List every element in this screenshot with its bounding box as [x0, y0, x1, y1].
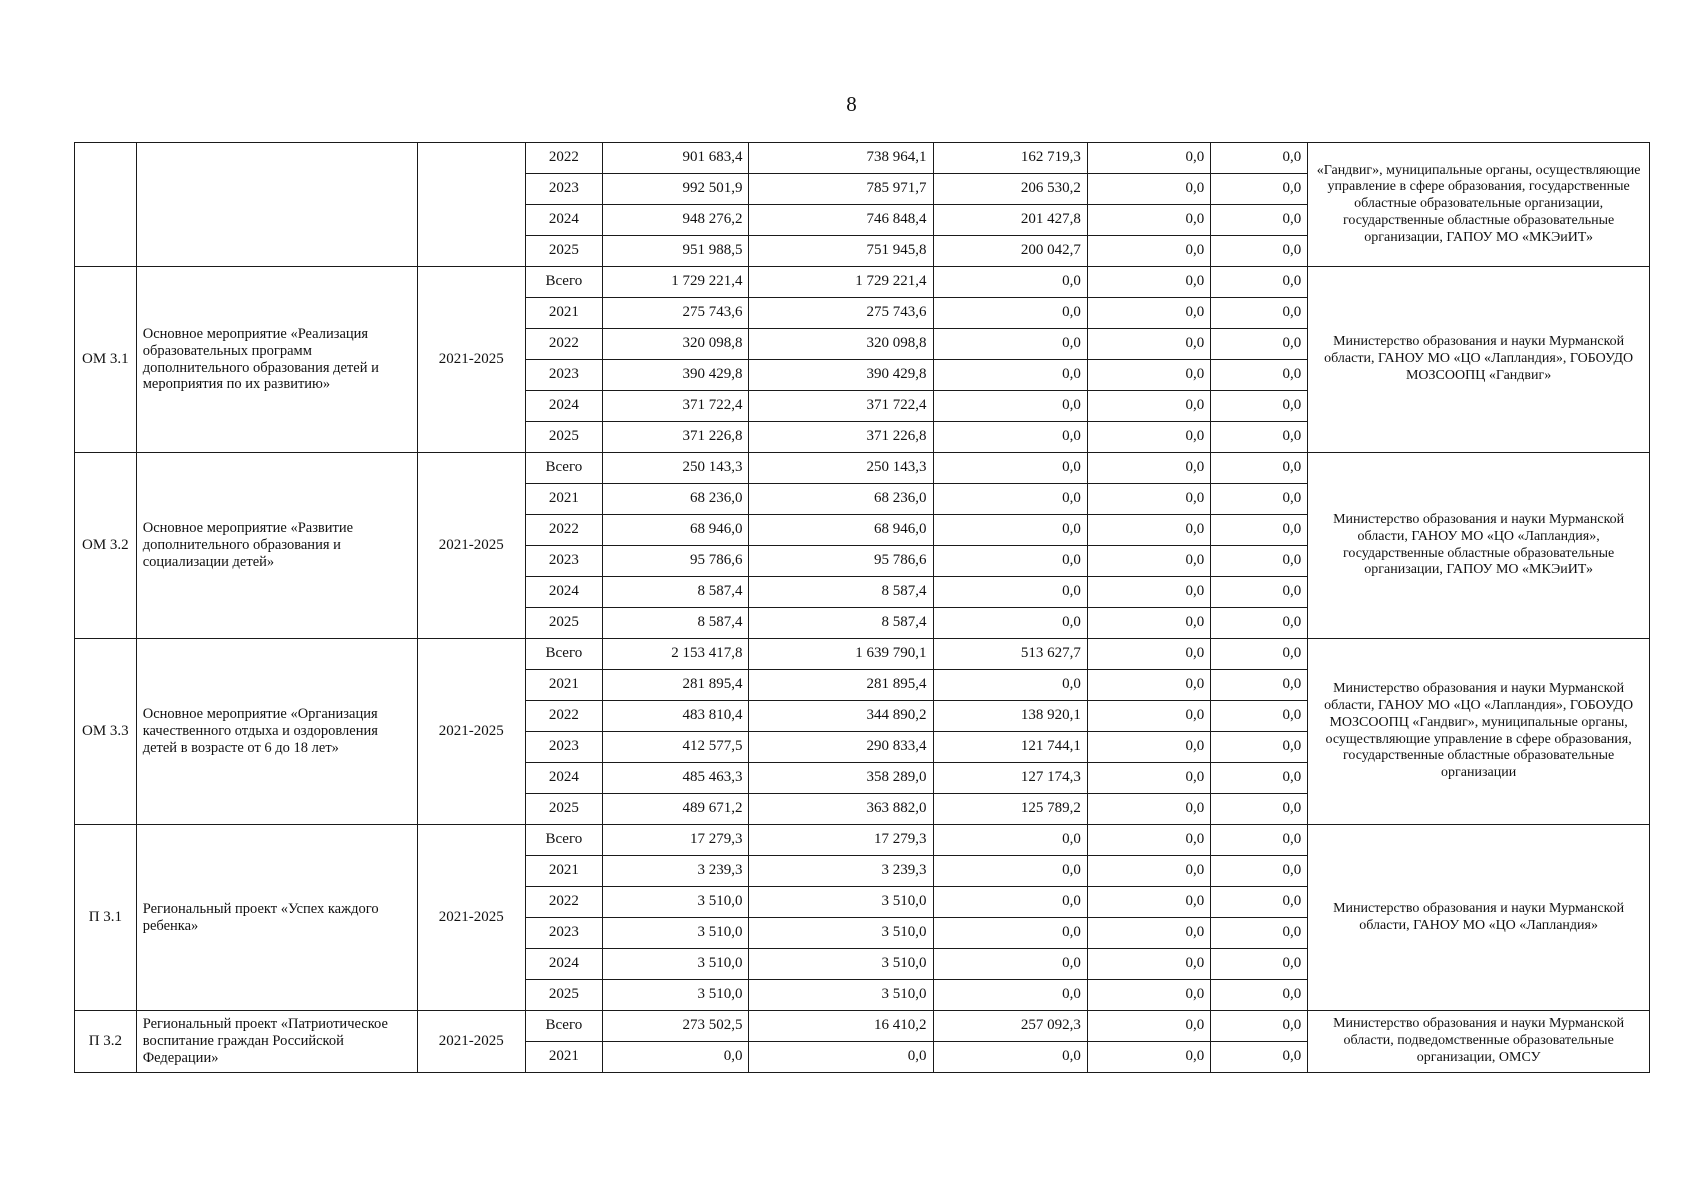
value-cell-v4: 0,0	[1087, 143, 1210, 174]
table-row	[75, 825, 1650, 856]
value-cell-v2: 363 882,0	[749, 794, 933, 825]
year-cell: 2022	[525, 143, 602, 174]
value-cell-v1: 17 279,3	[602, 825, 749, 856]
value-cell-v5: 0,0	[1211, 980, 1308, 1011]
activity-period: 2021-2025	[417, 453, 525, 639]
value-cell-v1: 2 153 417,8	[602, 639, 749, 670]
value-cell-v1: 951 988,5	[602, 236, 749, 267]
value-cell-v1: 390 429,8	[602, 360, 749, 391]
year-cell: 2021	[525, 298, 602, 329]
value-cell-v5: 0,0	[1211, 143, 1308, 174]
table-row	[75, 267, 1650, 298]
value-cell-v4: 0,0	[1087, 1011, 1210, 1042]
value-cell-v3: 0,0	[933, 329, 1087, 360]
value-cell-v2: 290 833,4	[749, 732, 933, 763]
value-cell-v3: 0,0	[933, 360, 1087, 391]
value-cell-v5: 0,0	[1211, 887, 1308, 918]
value-cell-v3: 121 744,1	[933, 732, 1087, 763]
value-cell-v5: 0,0	[1211, 391, 1308, 422]
value-cell-v4: 0,0	[1087, 701, 1210, 732]
value-cell-v1: 68 236,0	[602, 484, 749, 515]
year-cell: 2024	[525, 577, 602, 608]
year-cell: 2022	[525, 887, 602, 918]
table-row	[75, 639, 1650, 670]
value-cell-v3: 0,0	[933, 887, 1087, 918]
executor-cell: Министерство образования и науки Мурманской области, ГАНОУ МО «ЦО «Лапландия»	[1308, 825, 1650, 1011]
table-row	[75, 453, 1650, 484]
activity-code: П 3.2	[75, 1011, 137, 1073]
year-cell: 2025	[525, 608, 602, 639]
value-cell-v1: 273 502,5	[602, 1011, 749, 1042]
value-cell-v3: 0,0	[933, 918, 1087, 949]
value-cell-v4: 0,0	[1087, 205, 1210, 236]
value-cell-v3: 0,0	[933, 825, 1087, 856]
value-cell-v1: 3 510,0	[602, 980, 749, 1011]
budget-table	[74, 142, 1650, 1073]
value-cell-v1: 3 239,3	[602, 856, 749, 887]
value-cell-v2: 275 743,6	[749, 298, 933, 329]
value-cell-v3: 0,0	[933, 267, 1087, 298]
value-cell-v4: 0,0	[1087, 453, 1210, 484]
value-cell-v2: 390 429,8	[749, 360, 933, 391]
year-cell: 2022	[525, 329, 602, 360]
value-cell-v5: 0,0	[1211, 670, 1308, 701]
value-cell-v3: 257 092,3	[933, 1011, 1087, 1042]
value-cell-v2: 8 587,4	[749, 608, 933, 639]
year-cell: Всего	[525, 267, 602, 298]
value-cell-v2: 95 786,6	[749, 546, 933, 577]
year-cell: 2023	[525, 174, 602, 205]
value-cell-v5: 0,0	[1211, 949, 1308, 980]
value-cell-v4: 0,0	[1087, 329, 1210, 360]
executor-cell: «Гандвиг», муниципальные органы, осуществляющие управление в сфере образования, государственные областные образовательные организации, государственные областные образовательные организации, ГАПОУ МО «МКЭиИТ»	[1308, 143, 1650, 267]
value-cell-v3: 0,0	[933, 515, 1087, 546]
year-cell: Всего	[525, 1011, 602, 1042]
value-cell-v4: 0,0	[1087, 1042, 1210, 1073]
activity-code: П 3.1	[75, 825, 137, 1011]
value-cell-v2: 371 722,4	[749, 391, 933, 422]
value-cell-v3: 162 719,3	[933, 143, 1087, 174]
value-cell-v2: 281 895,4	[749, 670, 933, 701]
value-cell-v2: 344 890,2	[749, 701, 933, 732]
activity-name: Основное мероприятие «Организация качественного отдыха и оздоровления детей в возрасте от 6 до 18 лет»	[136, 639, 417, 825]
value-cell-v3: 206 530,2	[933, 174, 1087, 205]
value-cell-v1: 3 510,0	[602, 949, 749, 980]
value-cell-v5: 0,0	[1211, 732, 1308, 763]
value-cell-v2: 8 587,4	[749, 577, 933, 608]
value-cell-v5: 0,0	[1211, 608, 1308, 639]
value-cell-v2: 320 098,8	[749, 329, 933, 360]
value-cell-v2: 3 510,0	[749, 918, 933, 949]
year-cell: Всего	[525, 639, 602, 670]
value-cell-v4: 0,0	[1087, 360, 1210, 391]
value-cell-v3: 0,0	[933, 453, 1087, 484]
value-cell-v5: 0,0	[1211, 825, 1308, 856]
value-cell-v5: 0,0	[1211, 546, 1308, 577]
value-cell-v1: 371 722,4	[602, 391, 749, 422]
value-cell-v5: 0,0	[1211, 422, 1308, 453]
value-cell-v2: 3 510,0	[749, 980, 933, 1011]
value-cell-v1: 281 895,4	[602, 670, 749, 701]
value-cell-v1: 275 743,6	[602, 298, 749, 329]
value-cell-v3: 513 627,7	[933, 639, 1087, 670]
value-cell-v1: 0,0	[602, 1042, 749, 1073]
value-cell-v2: 17 279,3	[749, 825, 933, 856]
executor-cell: Министерство образования и науки Мурманской области, ГАНОУ МО «ЦО «Лапландия», ГОБОУДО МОЗСООПЦ «Гандвиг», муниципальные органы, осуществляющие управление в сфере образования, государственные областные образовательные организации	[1308, 639, 1650, 825]
value-cell-v5: 0,0	[1211, 763, 1308, 794]
value-cell-v4: 0,0	[1087, 732, 1210, 763]
value-cell-v3: 0,0	[933, 422, 1087, 453]
value-cell-v4: 0,0	[1087, 422, 1210, 453]
value-cell-v4: 0,0	[1087, 918, 1210, 949]
value-cell-v1: 483 810,4	[602, 701, 749, 732]
value-cell-v2: 785 971,7	[749, 174, 933, 205]
executor-cell: Министерство образования и науки Мурманской области, подведомственные образовательные организации, ОМСУ	[1308, 1011, 1650, 1073]
year-cell: 2022	[525, 515, 602, 546]
value-cell-v2: 371 226,8	[749, 422, 933, 453]
value-cell-v3: 0,0	[933, 391, 1087, 422]
year-cell: 2023	[525, 546, 602, 577]
value-cell-v5: 0,0	[1211, 701, 1308, 732]
value-cell-v3: 0,0	[933, 856, 1087, 887]
value-cell-v4: 0,0	[1087, 267, 1210, 298]
value-cell-v2: 3 510,0	[749, 887, 933, 918]
year-cell: 2025	[525, 422, 602, 453]
value-cell-v2: 68 236,0	[749, 484, 933, 515]
value-cell-v4: 0,0	[1087, 825, 1210, 856]
value-cell-v2: 358 289,0	[749, 763, 933, 794]
value-cell-v2: 250 143,3	[749, 453, 933, 484]
year-cell: 2021	[525, 1042, 602, 1073]
activity-period: 2021-2025	[417, 267, 525, 453]
value-cell-v4: 0,0	[1087, 949, 1210, 980]
year-cell: 2023	[525, 918, 602, 949]
table-row	[75, 143, 1650, 174]
value-cell-v2: 68 946,0	[749, 515, 933, 546]
value-cell-v1: 320 098,8	[602, 329, 749, 360]
year-cell: 2024	[525, 949, 602, 980]
value-cell-v3: 0,0	[933, 980, 1087, 1011]
activity-period: 2021-2025	[417, 825, 525, 1011]
value-cell-v5: 0,0	[1211, 794, 1308, 825]
activity-name: Региональный проект «Патриотическое воспитание граждан Российской Федерации»	[136, 1011, 417, 1073]
year-cell: 2022	[525, 701, 602, 732]
activity-period: 2021-2025	[417, 1011, 525, 1073]
value-cell-v1: 250 143,3	[602, 453, 749, 484]
value-cell-v1: 8 587,4	[602, 608, 749, 639]
value-cell-v1: 489 671,2	[602, 794, 749, 825]
value-cell-v4: 0,0	[1087, 980, 1210, 1011]
value-cell-v4: 0,0	[1087, 763, 1210, 794]
value-cell-v5: 0,0	[1211, 329, 1308, 360]
value-cell-v5: 0,0	[1211, 639, 1308, 670]
value-cell-v2: 3 239,3	[749, 856, 933, 887]
value-cell-v3: 0,0	[933, 484, 1087, 515]
year-cell: Всего	[525, 453, 602, 484]
value-cell-v5: 0,0	[1211, 236, 1308, 267]
value-cell-v3: 138 920,1	[933, 701, 1087, 732]
year-cell: 2025	[525, 980, 602, 1011]
executor-cell: Министерство образования и науки Мурманской области, ГАНОУ МО «ЦО «Лапландия», государственные областные образовательные организации, ГАПОУ МО «МКЭиИТ»	[1308, 453, 1650, 639]
value-cell-v5: 0,0	[1211, 298, 1308, 329]
value-cell-v1: 992 501,9	[602, 174, 749, 205]
value-cell-v4: 0,0	[1087, 546, 1210, 577]
activity-name: Основное мероприятие «Реализация образовательных программ дополнительного образования детей и мероприятия по их развитию»	[136, 267, 417, 453]
activity-code: ОМ 3.3	[75, 639, 137, 825]
value-cell-v4: 0,0	[1087, 515, 1210, 546]
value-cell-v4: 0,0	[1087, 577, 1210, 608]
value-cell-v1: 95 786,6	[602, 546, 749, 577]
value-cell-v4: 0,0	[1087, 298, 1210, 329]
value-cell-v3: 0,0	[933, 546, 1087, 577]
activity-code: ОМ 3.2	[75, 453, 137, 639]
value-cell-v1: 3 510,0	[602, 887, 749, 918]
value-cell-v3: 0,0	[933, 670, 1087, 701]
year-cell: 2021	[525, 484, 602, 515]
value-cell-v2: 738 964,1	[749, 143, 933, 174]
value-cell-v1: 8 587,4	[602, 577, 749, 608]
value-cell-v2: 751 945,8	[749, 236, 933, 267]
value-cell-v2: 746 848,4	[749, 205, 933, 236]
year-cell: 2023	[525, 360, 602, 391]
value-cell-v5: 0,0	[1211, 918, 1308, 949]
year-cell: 2024	[525, 205, 602, 236]
value-cell-v4: 0,0	[1087, 639, 1210, 670]
value-cell-v1: 371 226,8	[602, 422, 749, 453]
page-number: 8	[846, 92, 857, 116]
value-cell-v4: 0,0	[1087, 887, 1210, 918]
value-cell-v4: 0,0	[1087, 608, 1210, 639]
value-cell-v4: 0,0	[1087, 484, 1210, 515]
value-cell-v3: 201 427,8	[933, 205, 1087, 236]
year-cell: 2021	[525, 856, 602, 887]
value-cell-v3: 200 042,7	[933, 236, 1087, 267]
value-cell-v5: 0,0	[1211, 360, 1308, 391]
year-cell: 2025	[525, 236, 602, 267]
value-cell-v4: 0,0	[1087, 236, 1210, 267]
value-cell-v5: 0,0	[1211, 484, 1308, 515]
value-cell-v5: 0,0	[1211, 267, 1308, 298]
value-cell-v5: 0,0	[1211, 1011, 1308, 1042]
value-cell-v2: 16 410,2	[749, 1011, 933, 1042]
value-cell-v1: 68 946,0	[602, 515, 749, 546]
year-cell: 2024	[525, 763, 602, 794]
value-cell-v5: 0,0	[1211, 453, 1308, 484]
activity-period: 2021-2025	[417, 639, 525, 825]
value-cell-v3: 0,0	[933, 949, 1087, 980]
value-cell-v5: 0,0	[1211, 205, 1308, 236]
value-cell-v2: 0,0	[749, 1042, 933, 1073]
value-cell-v1: 485 463,3	[602, 763, 749, 794]
value-cell-v1: 948 276,2	[602, 205, 749, 236]
table-row	[75, 1011, 1650, 1042]
value-cell-v5: 0,0	[1211, 174, 1308, 205]
value-cell-v4: 0,0	[1087, 391, 1210, 422]
value-cell-v5: 0,0	[1211, 856, 1308, 887]
value-cell-v3: 0,0	[933, 1042, 1087, 1073]
value-cell-v4: 0,0	[1087, 174, 1210, 205]
activity-name: Основное мероприятие «Развитие дополнительного образования и социализации детей»	[136, 453, 417, 639]
year-cell: 2025	[525, 794, 602, 825]
year-cell: 2024	[525, 391, 602, 422]
value-cell-v3: 0,0	[933, 298, 1087, 329]
year-cell: Всего	[525, 825, 602, 856]
value-cell-v4: 0,0	[1087, 794, 1210, 825]
value-cell-v2: 1 729 221,4	[749, 267, 933, 298]
code-cell	[75, 143, 137, 267]
name-cell	[136, 143, 417, 267]
value-cell-v5: 0,0	[1211, 577, 1308, 608]
year-cell: 2023	[525, 732, 602, 763]
year-cell: 2021	[525, 670, 602, 701]
table-body	[75, 143, 1650, 1073]
value-cell-v4: 0,0	[1087, 856, 1210, 887]
activity-code: ОМ 3.1	[75, 267, 137, 453]
value-cell-v1: 412 577,5	[602, 732, 749, 763]
value-cell-v5: 0,0	[1211, 515, 1308, 546]
value-cell-v2: 3 510,0	[749, 949, 933, 980]
value-cell-v3: 127 174,3	[933, 763, 1087, 794]
value-cell-v4: 0,0	[1087, 670, 1210, 701]
value-cell-v3: 0,0	[933, 608, 1087, 639]
value-cell-v5: 0,0	[1211, 1042, 1308, 1073]
value-cell-v1: 901 683,4	[602, 143, 749, 174]
value-cell-v3: 0,0	[933, 577, 1087, 608]
value-cell-v3: 125 789,2	[933, 794, 1087, 825]
value-cell-v1: 1 729 221,4	[602, 267, 749, 298]
executor-cell: Министерство образования и науки Мурманской области, ГАНОУ МО «ЦО «Лапландия», ГОБОУДО МОЗСООПЦ «Гандвиг»	[1308, 267, 1650, 453]
period-cell	[417, 143, 525, 267]
value-cell-v1: 3 510,0	[602, 918, 749, 949]
activity-name: Региональный проект «Успех каждого ребенка»	[136, 825, 417, 1011]
value-cell-v2: 1 639 790,1	[749, 639, 933, 670]
